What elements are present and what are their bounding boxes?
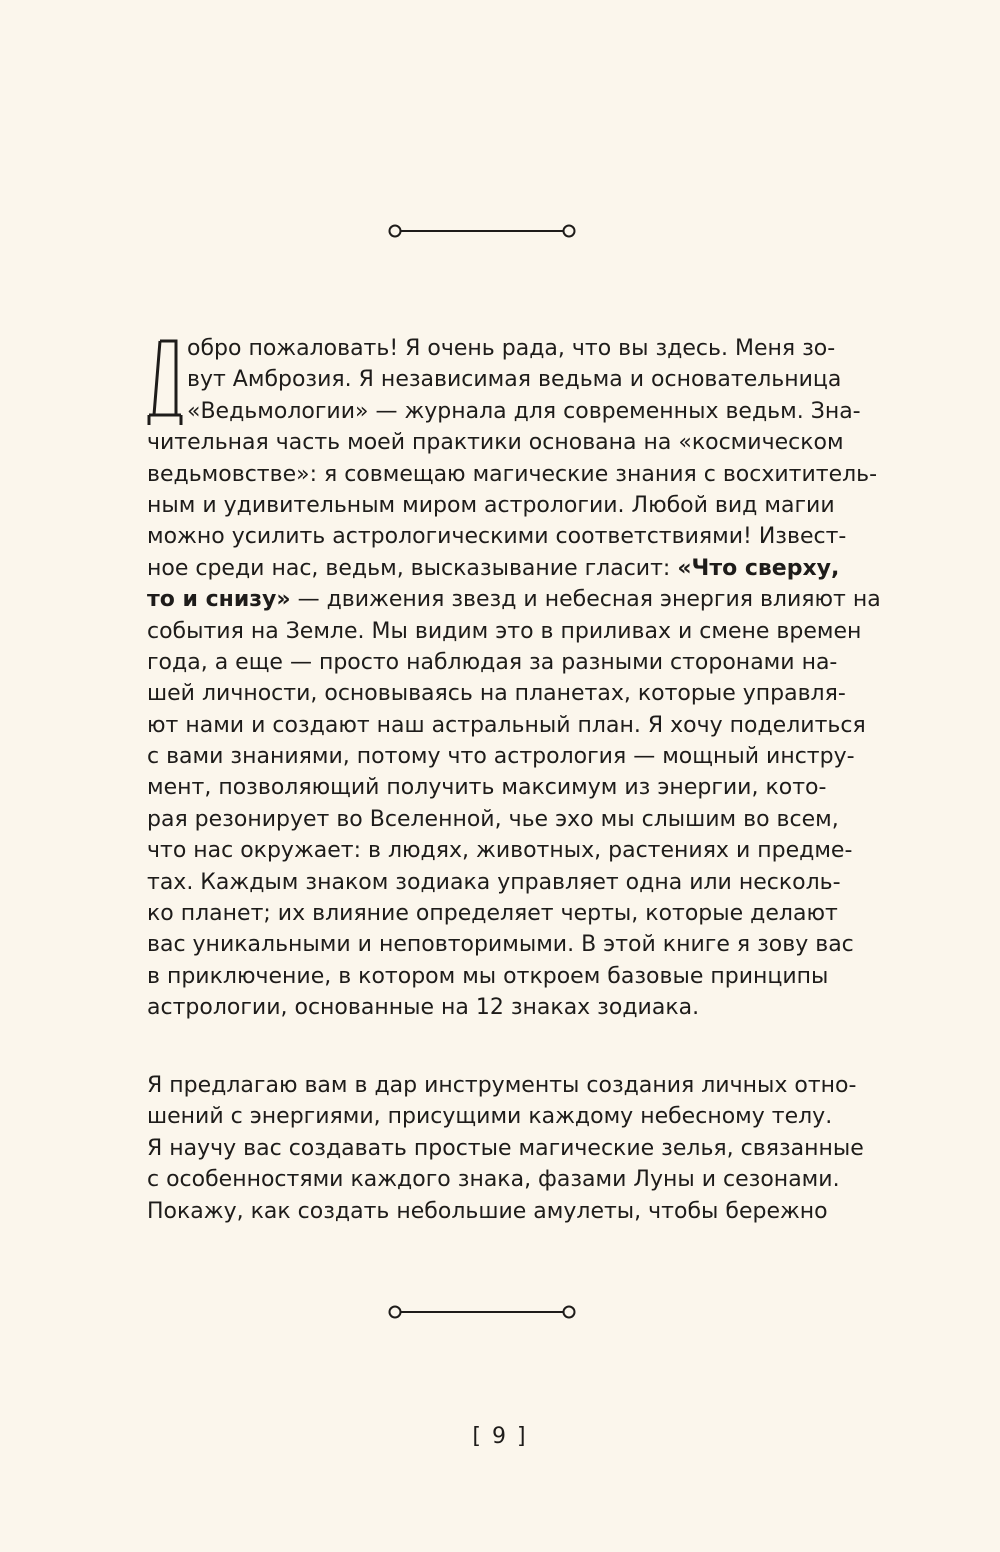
text-line: ным и удивительным миром астрологии. Любой вид магии xyxy=(147,492,835,518)
text-line: что нас окружает: в людях, животных, растениях и предме- xyxy=(147,838,853,864)
text-segment: — движения звезд и небесная энергия влияют на xyxy=(290,587,881,613)
page-number: [ 9 ] xyxy=(472,1424,528,1449)
text-line: обро пожаловать! Я очень рада, что вы здесь. Меня зо- xyxy=(187,336,836,361)
text-line: мент, позволяющий получить максимум из энергии, кото- xyxy=(147,775,827,801)
text-line: события на Земле. Мы видим это в приливах и смене времен xyxy=(147,618,862,644)
text-line: Я научу вас создавать простые магические зелья, связанные xyxy=(147,1135,864,1161)
divider-ornament-top xyxy=(386,221,578,241)
text-line: вас уникальными и неповторимыми. В этой книге я зову вас xyxy=(147,932,854,958)
text-line: ко планет; их влияние определяет черты, которые делают xyxy=(147,901,838,927)
text-line: тах. Каждым знаком зодиака управляет одна или несколь- xyxy=(147,869,841,895)
text-line: ют нами и создают наш астральный план. Я хочу поделиться xyxy=(147,712,866,738)
text-line: ведьмовстве»: я совмещаю магические знания с восхититель- xyxy=(147,461,878,487)
text-line: с особенностями каждого знака, фазами Луны и сезонами. xyxy=(147,1167,840,1193)
text-line: Я предлагаю вам в дар инструменты создания личных отно- xyxy=(147,1073,857,1098)
text-line: шений с энергиями, присущими каждому небесному телу. xyxy=(147,1104,833,1130)
text-line: астрологии, основанные на 12 знаках зодиака. xyxy=(147,995,700,1021)
text-line: с вами знаниями, потому что астрология — мощный инстру- xyxy=(147,744,855,770)
text-segment: ное среди нас, ведьм, высказывание гласит: xyxy=(147,555,678,581)
text-line: «Ведьмологии» — журнала для современных ведьм. Зна- xyxy=(187,398,861,424)
text-line: рая резонирует во Вселенной, чье эхо мы слышим во всем, xyxy=(147,806,839,832)
divider-ornament-bottom xyxy=(386,1302,578,1322)
text-line-with-quote-end xyxy=(147,584,881,615)
text-line-with-quote xyxy=(147,553,840,584)
text-line: года, а еще — просто наблюдая за разными сторонами на- xyxy=(147,649,838,675)
text-line: Покажу, как создать небольшие амулеты, чтобы бережно xyxy=(147,1198,828,1224)
bold-quote-start: «Что сверху, xyxy=(677,555,840,581)
bold-quote-end: то и снизу» xyxy=(147,587,291,613)
paragraph-intro xyxy=(147,333,881,1024)
text-line: чительная часть моей практики основана на «космическом xyxy=(147,430,844,456)
paragraph-offer xyxy=(147,1070,864,1227)
text-line: можно усилить астрологическими соответствиями! Извест- xyxy=(147,524,847,550)
text-line: в приключение, в котором мы откроем базовые принципы xyxy=(147,963,829,989)
text-line: шей личности, основываясь на планетах, которые управля- xyxy=(147,681,846,707)
text-line: вут Амброзия. Я независимая ведьма и основательница xyxy=(187,367,842,393)
